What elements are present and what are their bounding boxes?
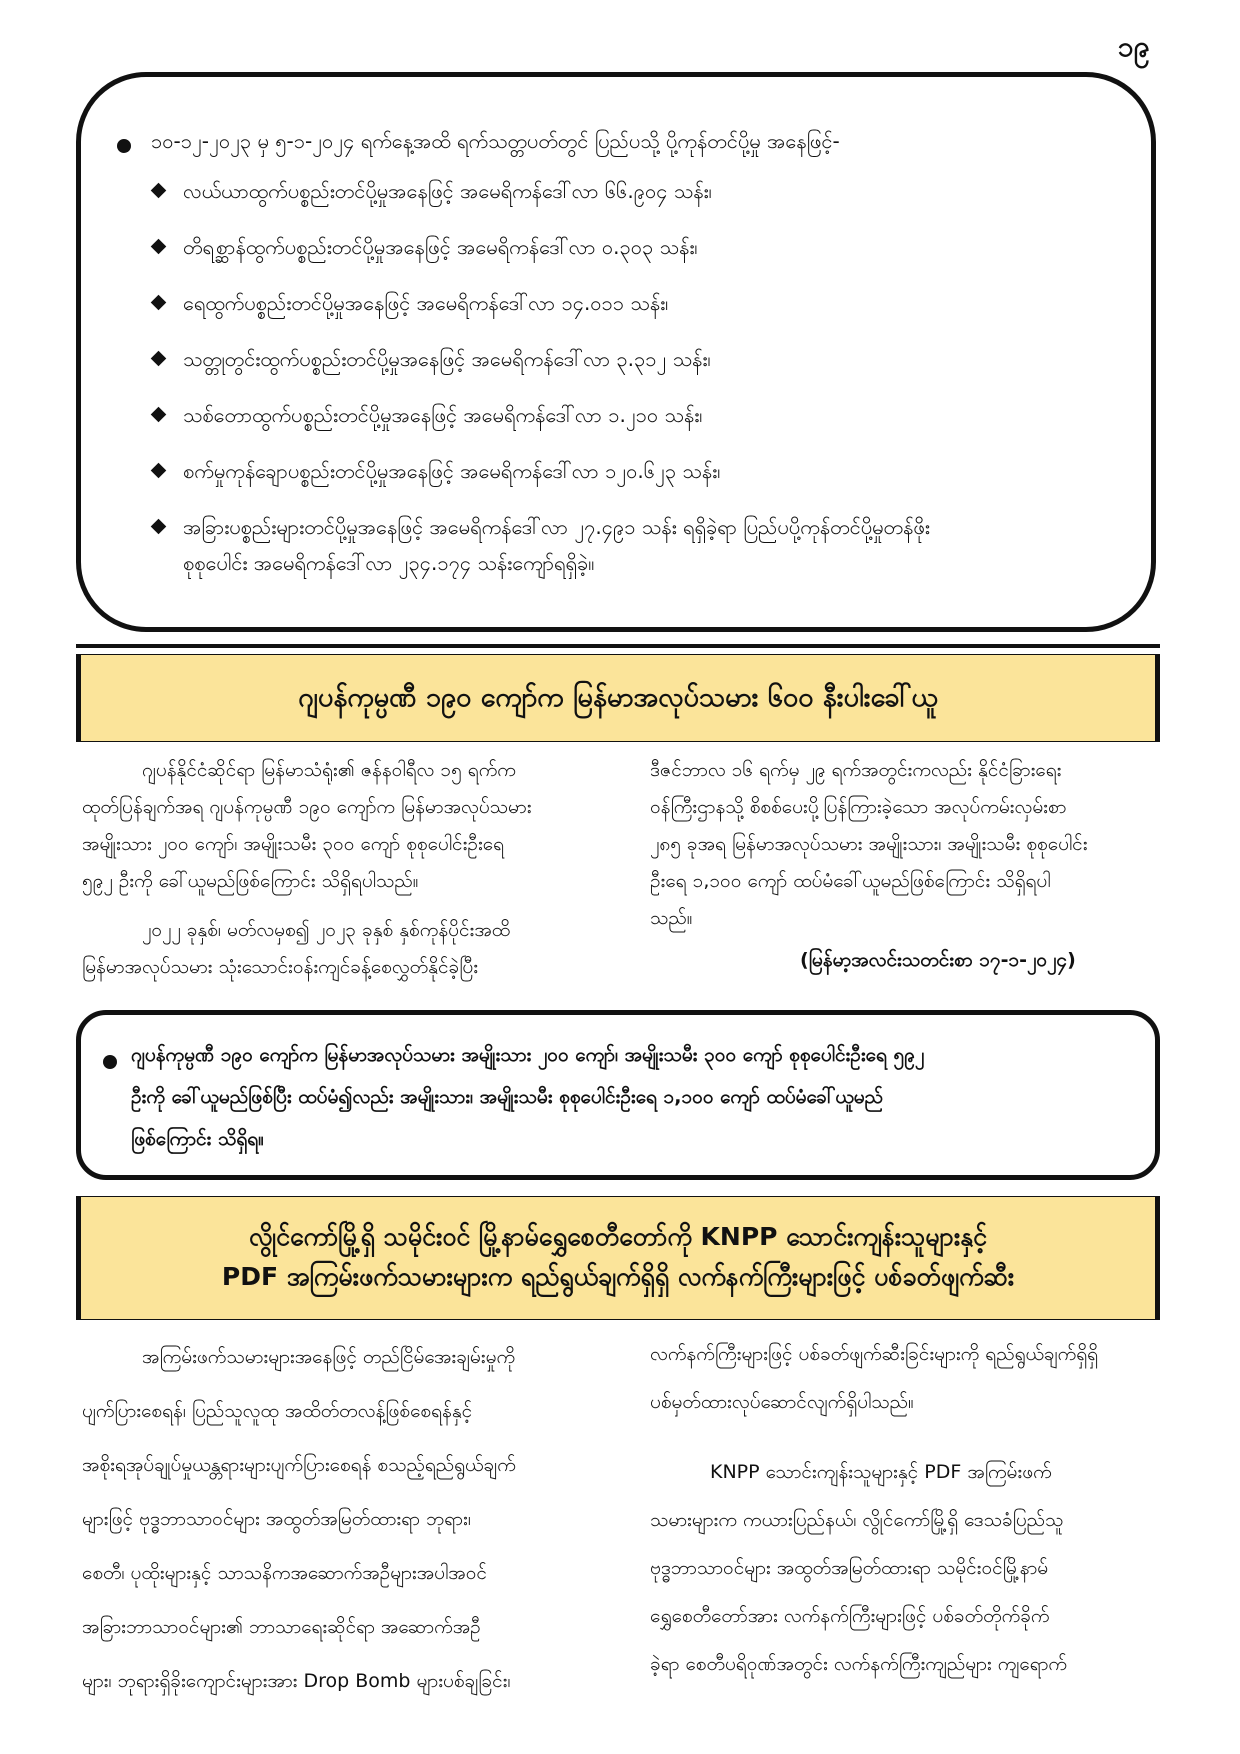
article-line: ဗုဒ္ဓဘာသာဝင်များ အထွတ်အမြတ်ထားရာ သမိုင်းဝင်မြို့နာမ် <box>650 1557 1049 1579</box>
summary-item: စုစုပေါင်း အမေရိကန်ဒေါ်လာ ၂၃၄.၁၇၄ သန်းကျော်ရရှိခဲ့။ <box>183 551 595 575</box>
page-number: ၁၉ <box>1118 30 1150 63</box>
diamond-bullet-icon <box>151 519 167 535</box>
divider <box>76 644 1160 648</box>
article-line: ဦးရေ ၁,၁၀၀ ကျော် ထပ်မံခေါ်ယူမည်ဖြစ်ကြောင်း သိရှိရပါ <box>650 870 1051 892</box>
summary-intro: ၁၀-၁၂-၂၀၂၃ မှ ၅-၁-၂၀၂၄ ရက်နေ့အထိ ရက်သတ္တပတ်တွင် ပြည်ပသို့ ပို့ကုန်တင်ပို့မှု အနေဖြင့်- <box>151 129 840 153</box>
article-line: ဝန်ကြီးဌာနသို့ စိစစ်ပေးပို့ပြန်ကြားခဲ့သော အလုပ်ကမ်းလှမ်းစာ <box>650 796 1067 818</box>
article-line: ၂၈၅ ခုအရ မြန်မာအလုပ်သမား အမျိုးသား၊ အမျိုးသမီး စုစုပေါင်း <box>650 833 1088 855</box>
summary-item: အခြားပစ္စည်းများတင်ပို့မှုအနေဖြင့် အမေရိကန်ဒေါ်လာ ၂၇.၄၉၁ သန်း ရရှိခဲ့ရာ ပြည်ပပို့ကုန်တင်ပို့မှုတန်ဖိုး <box>183 515 930 539</box>
article-line: လက်နက်ကြီးများဖြင့် ပစ်ခတ်ဖျက်ဆီးခြင်းများကို ရည်ရွယ်ချက်ရှိရှိ <box>650 1343 1099 1365</box>
article-line: ထုတ်ပြန်ချက်အရ ဂျပန်ကုမ္ပဏီ ၁၉၀ ကျော်က မြန်မာအလုပ်သမား <box>82 796 532 818</box>
diamond-bullet-icon <box>151 295 167 311</box>
summary-box <box>76 1010 1160 1180</box>
article-left-column <box>82 752 612 986</box>
article-line: စေတီ၊ ပုထိုးများနှင့် သာသနိကအဆောက်အဦများအပါအဝင် <box>82 1562 487 1584</box>
diamond-bullet-icon <box>151 351 167 367</box>
article-line: ဒီဇင်ဘာလ ၁၆ ရက်မှ ၂၉ ရက်အတွင်းကလည်း နိုင်ငံခြားရေး <box>650 759 1062 781</box>
diamond-bullet-icon <box>151 407 167 423</box>
article-headline <box>76 1196 1160 1320</box>
article-right-column <box>650 1330 1158 1688</box>
article-line: KNPP သောင်းကျန်းသူများနှင့် PDF အကြမ်းဖက် <box>710 1461 1052 1483</box>
article-line: ဂျပန်နိုင်ငံဆိုင်ရာ မြန်မာသံရုံး၏ ဇန်နဝါရီလ ၁၅ ရက်က <box>142 759 516 781</box>
article-line: အခြားဘာသာဝင်များ၏ ဘာသာရေးဆိုင်ရာ အဆောက်အဦ <box>82 1616 481 1638</box>
article-line: မြန်မာအလုပ်သမား သုံးသောင်းဝန်းကျင်ခန့်စေလွှတ်နိုင်ခဲ့ပြီး <box>82 956 479 978</box>
bullet-dot-icon <box>117 139 131 153</box>
article-line: များ၊ ဘုရားရှိခိုးကျောင်းများအား Drop Bomb များပစ်ချခြင်း၊ <box>82 1670 511 1692</box>
article-line: ပျက်ပြားစေရန်၊ ပြည်သူလူထု အထိတ်တလန့်ဖြစ်စေရန်နှင့် <box>82 1400 473 1422</box>
summary-item: တိရစ္ဆာန်ထွက်ပစ္စည်းတင်ပို့မှုအနေဖြင့် အမေရိကန်ဒေါ်လာ ၀.၃၀၃ သန်း၊ <box>183 235 698 259</box>
source-credit: (မြန်မာ့အလင်းသတင်းစာ ၁၇-၁-၂၀၂၄) <box>800 949 1076 971</box>
article-line: သည်။ <box>650 907 693 929</box>
summary-line: ဖြစ်ကြောင်း သိရှိရ။ <box>131 1128 264 1150</box>
article-line: အကြမ်းဖက်သမားများအနေဖြင့် တည်ငြိမ်အေးချမ်းမှုကို <box>142 1346 516 1368</box>
article-headline: ဂျပန်ကုမ္ပဏီ ၁၉၀ ကျော်က မြန်မာအလုပ်သမား ၆၀၀ နီးပါးခေါ်ယူ <box>76 654 1160 742</box>
summary-item: ရေထွက်ပစ္စည်းတင်ပို့မှုအနေဖြင့် အမေရိကန်ဒေါ်လာ ၁၄.၀၁၁ သန်း၊ <box>183 291 669 315</box>
article-line: ရွှေစေတီတော်အား လက်နက်ကြီးများဖြင့် ပစ်ခတ်တိုက်ခိုက် <box>650 1605 1050 1627</box>
bullet-dot-icon <box>103 1055 117 1069</box>
article-line: များဖြင့် ဗုဒ္ဓဘာသာဝင်များ အထွတ်အမြတ်ထားရာ ဘုရား၊ <box>82 1508 471 1530</box>
summary-item: သစ်တောထွက်ပစ္စည်းတင်ပို့မှုအနေဖြင့် အမေရိကန်ဒေါ်လာ ၁.၂၁၀ သန်း၊ <box>183 403 703 427</box>
article-line: ၅၉၂ ဦးကို ခေါ်ယူမည်ဖြစ်ကြောင်း သိရှိရပါသည်။ <box>82 870 419 892</box>
summary-item: စက်မှုကုန်ချောပစ္စည်းတင်ပို့မှုအနေဖြင့် အမေရိကန်ဒေါ်လာ ၁၂၀.၆၂၃ သန်း၊ <box>183 459 721 483</box>
article-right-column <box>650 752 1158 937</box>
article-left-column <box>82 1330 612 1708</box>
summary-line: ဂျပန်ကုမ္ပဏီ ၁၉၀ ကျော်က မြန်မာအလုပ်သမား အမျိုးသား ၂၀၀ ကျော်၊ အမျိုးသမီး ၃၀၀ ကျော် စုစုပေါင်းဦးရေ ၅၉၂ <box>131 1044 925 1066</box>
article-line: ခဲ့ရာ စေတီပရိဝုဏ်အတွင်း လက်နက်ကြီးကျည်များ ကျရောက် <box>650 1653 1068 1675</box>
diamond-bullet-icon <box>151 239 167 255</box>
summary-box <box>76 72 1156 632</box>
article-line: သမားများက ကယားပြည်နယ်၊ လွိုင်ကော်မြို့ရှိ ဒေသခံပြည်သူ <box>650 1509 1064 1531</box>
summary-item: သတ္တုတွင်းထွက်ပစ္စည်းတင်ပို့မှုအနေဖြင့် အမေရိကန်ဒေါ်လာ ၃.၃၁၂ သန်း၊ <box>183 347 711 371</box>
article-line: အမျိုးသား ၂၀၀ ကျော်၊ အမျိုးသမီး ၃၀၀ ကျော် စုစုပေါင်းဦးရေ <box>82 833 504 855</box>
summary-line: ဦးကို ခေါ်ယူမည်ဖြစ်ပြီး ထပ်မံ၍လည်း အမျိုးသား၊ အမျိုးသမီး စုစုပေါင်းဦးရေ ၁,၁၀၀ ကျော် ထပ်မံခေါ်ယူမည် <box>131 1086 884 1108</box>
diamond-bullet-icon <box>151 463 167 479</box>
article-line: ပစ်မှတ်ထားလုပ်ဆောင်လျက်ရှိပါသည်။ <box>650 1391 914 1413</box>
summary-item: လယ်ယာထွက်ပစ္စည်းတင်ပို့မှုအနေဖြင့် အမေရိကန်ဒေါ်လာ ၆၆.၉၀၄ သန်း၊ <box>183 179 712 203</box>
diamond-bullet-icon <box>151 183 167 199</box>
headline-line: PDF အကြမ်းဖက်သမားများက ရည်ရွယ်ချက်ရှိရှိ လက်နက်ကြီးများဖြင့် ပစ်ခတ်ဖျက်ဆီး <box>221 1262 1015 1291</box>
article-line: ၂၀၂၂ ခုနှစ်၊ မတ်လမှစ၍ ၂၀၂၃ ခုနှစ် နှစ်ကုန်ပိုင်းအထိ <box>142 919 511 941</box>
article-line: အစိုးရအုပ်ချုပ်မှုယန္တရားများပျက်ပြားစေရန် စသည့်ရည်ရွယ်ချက် <box>82 1454 516 1476</box>
headline-line: လွိုင်ကော်မြို့ရှိ သမိုင်းဝင် မြို့နာမ်ရွှေစေတီတော်ကို KNPP သောင်းကျန်းသူများနှင့် <box>249 1222 987 1251</box>
